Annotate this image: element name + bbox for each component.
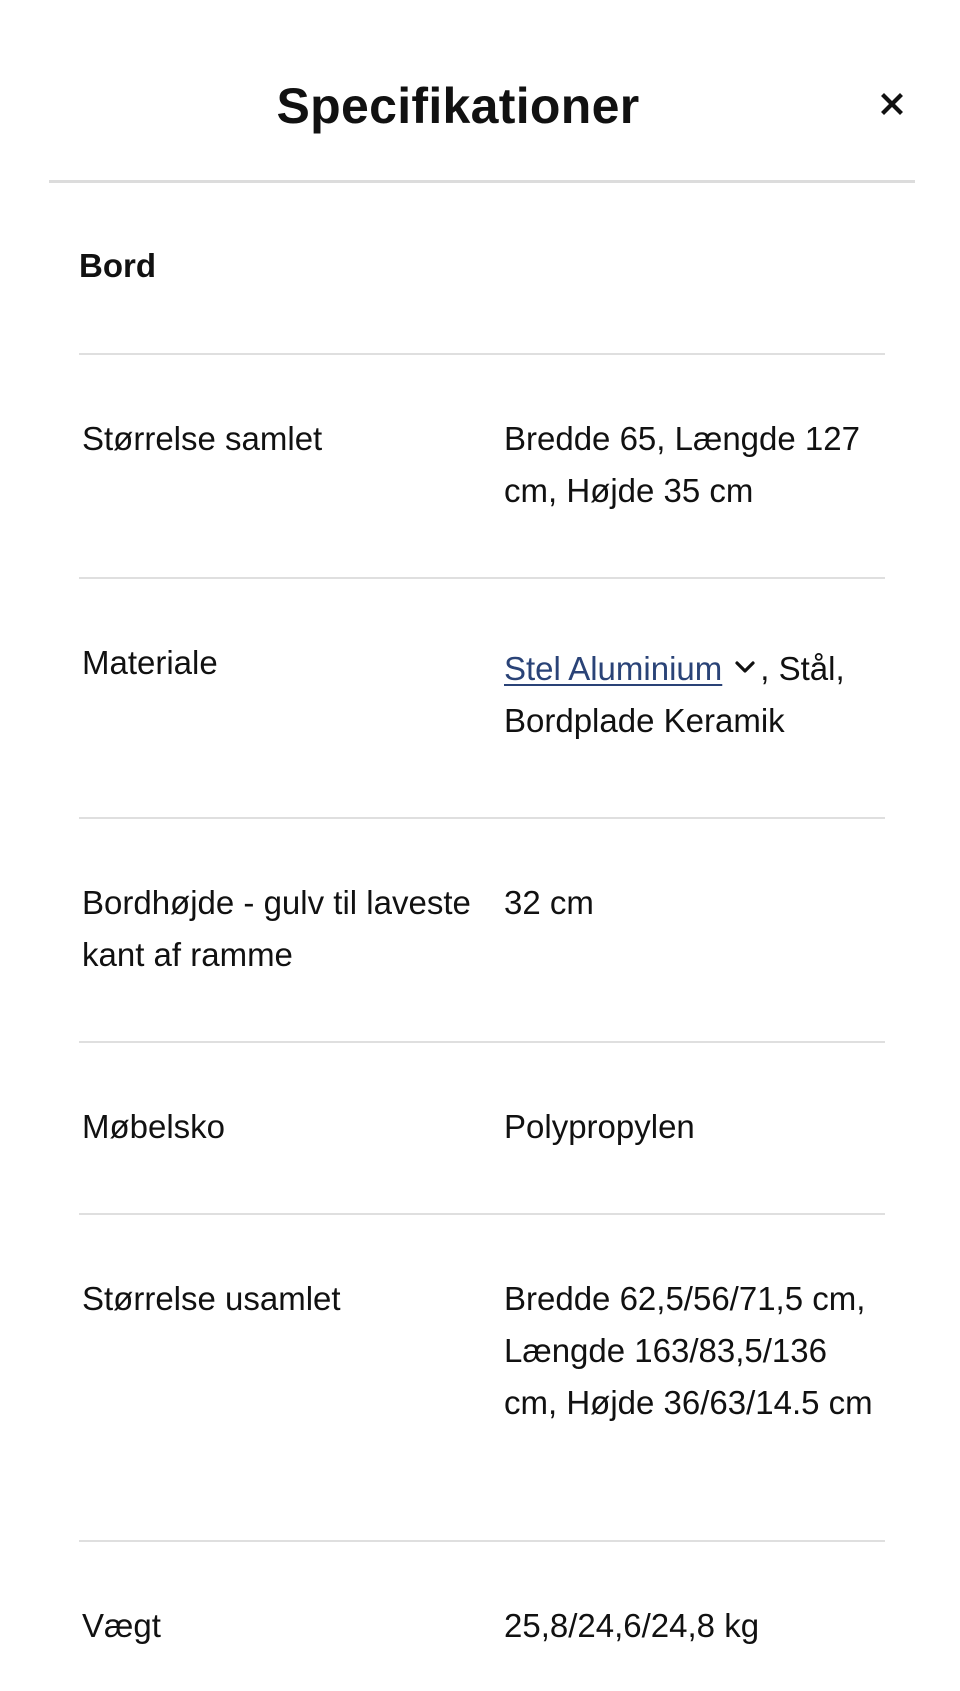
spec-row-weight [79,1542,885,1672]
material-rest: , Stål, [760,650,845,687]
spec-value: Bredde 65, Længde 127 cm, Højde 35 cm [504,420,860,509]
section-title: Bord [79,183,885,355]
spec-label: Vægt [82,1607,161,1644]
spec-row-furniture-feet [79,1043,885,1215]
page-title: Specifikationer [276,78,640,134]
spec-value: 32 cm [504,884,594,921]
spec-list [79,183,885,1672]
material-link[interactable]: Stel Aluminium [504,650,723,687]
spec-label: Størrelse usamlet [82,1280,341,1317]
spec-value: 25,8/24,6/24,8 kg [504,1607,760,1644]
spec-row-material [79,579,885,819]
spec-label: Bordhøjde - gulv til laveste kant af ramme [82,884,471,973]
spec-value [504,637,885,817]
spec-row-size-unassembled [79,1215,885,1542]
modal-header [0,0,960,184]
close-icon [870,82,914,126]
spec-row-table-height [79,819,885,1043]
spec-label: Størrelse samlet [82,420,323,457]
spec-row-size-assembled [79,355,885,579]
spec-value: Polypropylen [504,1108,695,1145]
spec-label: Møbelsko [82,1108,226,1145]
spec-value: Bredde 62,5/56/71,5 cm, Længde 163/83,5/136 cm, Højde 36/63/14.5 cm [504,1280,873,1421]
spec-label: Materiale [82,644,218,681]
chevron-down-icon[interactable] [730,652,760,682]
close-button[interactable] [870,82,914,126]
material-line2: Bordplade Keramik [504,702,785,739]
